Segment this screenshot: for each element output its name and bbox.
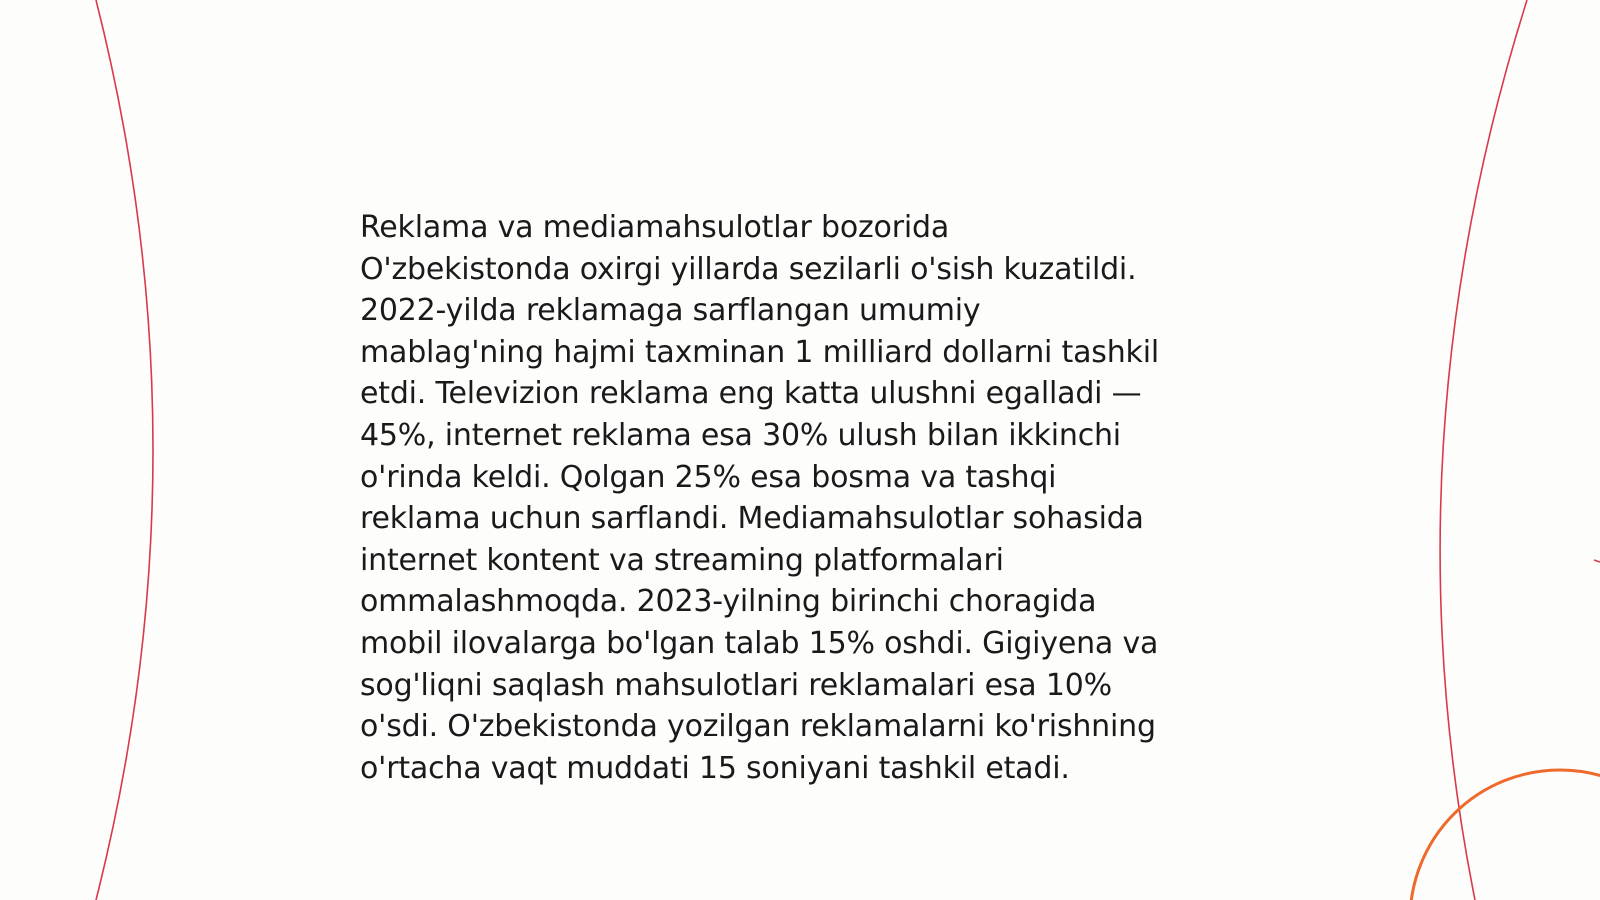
paragraph-line: reklama uchun sarflandi. Mediamahsulotlar sohasida — [360, 501, 1144, 537]
paragraph-line: o'sdi. O'zbekistonda yozilgan reklamalarni ko'rishning — [360, 709, 1156, 745]
paragraph-line: internet kontent va streaming platformalari — [360, 542, 1004, 578]
paragraph-line: mablag'ning hajmi taxminan 1 milliard dollarni tashkil — [360, 334, 1159, 370]
body-paragraph — [360, 207, 1250, 789]
paragraph-line: sog'liqni saqlash mahsulotlari reklamalari esa 10% — [360, 667, 1112, 703]
paragraph-line: Reklama va mediamahsulotlar bozorida — [360, 210, 950, 245]
right-arc-decoration — [1440, 0, 1527, 900]
paragraph-line: o'rinda keldi. Qolgan 25% esa bosma va tashqi — [360, 459, 1057, 495]
paragraph-line: mobil ilovalarga bo'lgan talab 15% oshdi. Gigiyena va — [360, 625, 1159, 661]
paragraph-line: ommalashmoqda. 2023-yilning birinchi choragida — [360, 584, 1097, 620]
paragraph-line: O'zbekistonda oxirgi yillarda sezilarli o'sish kuzatildi. — [360, 251, 1137, 287]
left-arc-decoration — [96, 0, 153, 900]
paragraph-line: 2022-yilda reklamaga sarflangan umumiy — [360, 293, 981, 329]
paragraph-line: o'rtacha vaqt muddati 15 soniyani tashkil etadi. — [360, 750, 1070, 786]
paragraph-line: 45%, internet reklama esa 30% ulush bilan ikkinchi — [360, 417, 1121, 453]
small-tick-decoration — [1594, 560, 1600, 562]
orange-circle-decoration — [1410, 770, 1600, 900]
paragraph-line: etdi. Televizion reklama eng katta ulushni egalladi — — [360, 376, 1142, 412]
